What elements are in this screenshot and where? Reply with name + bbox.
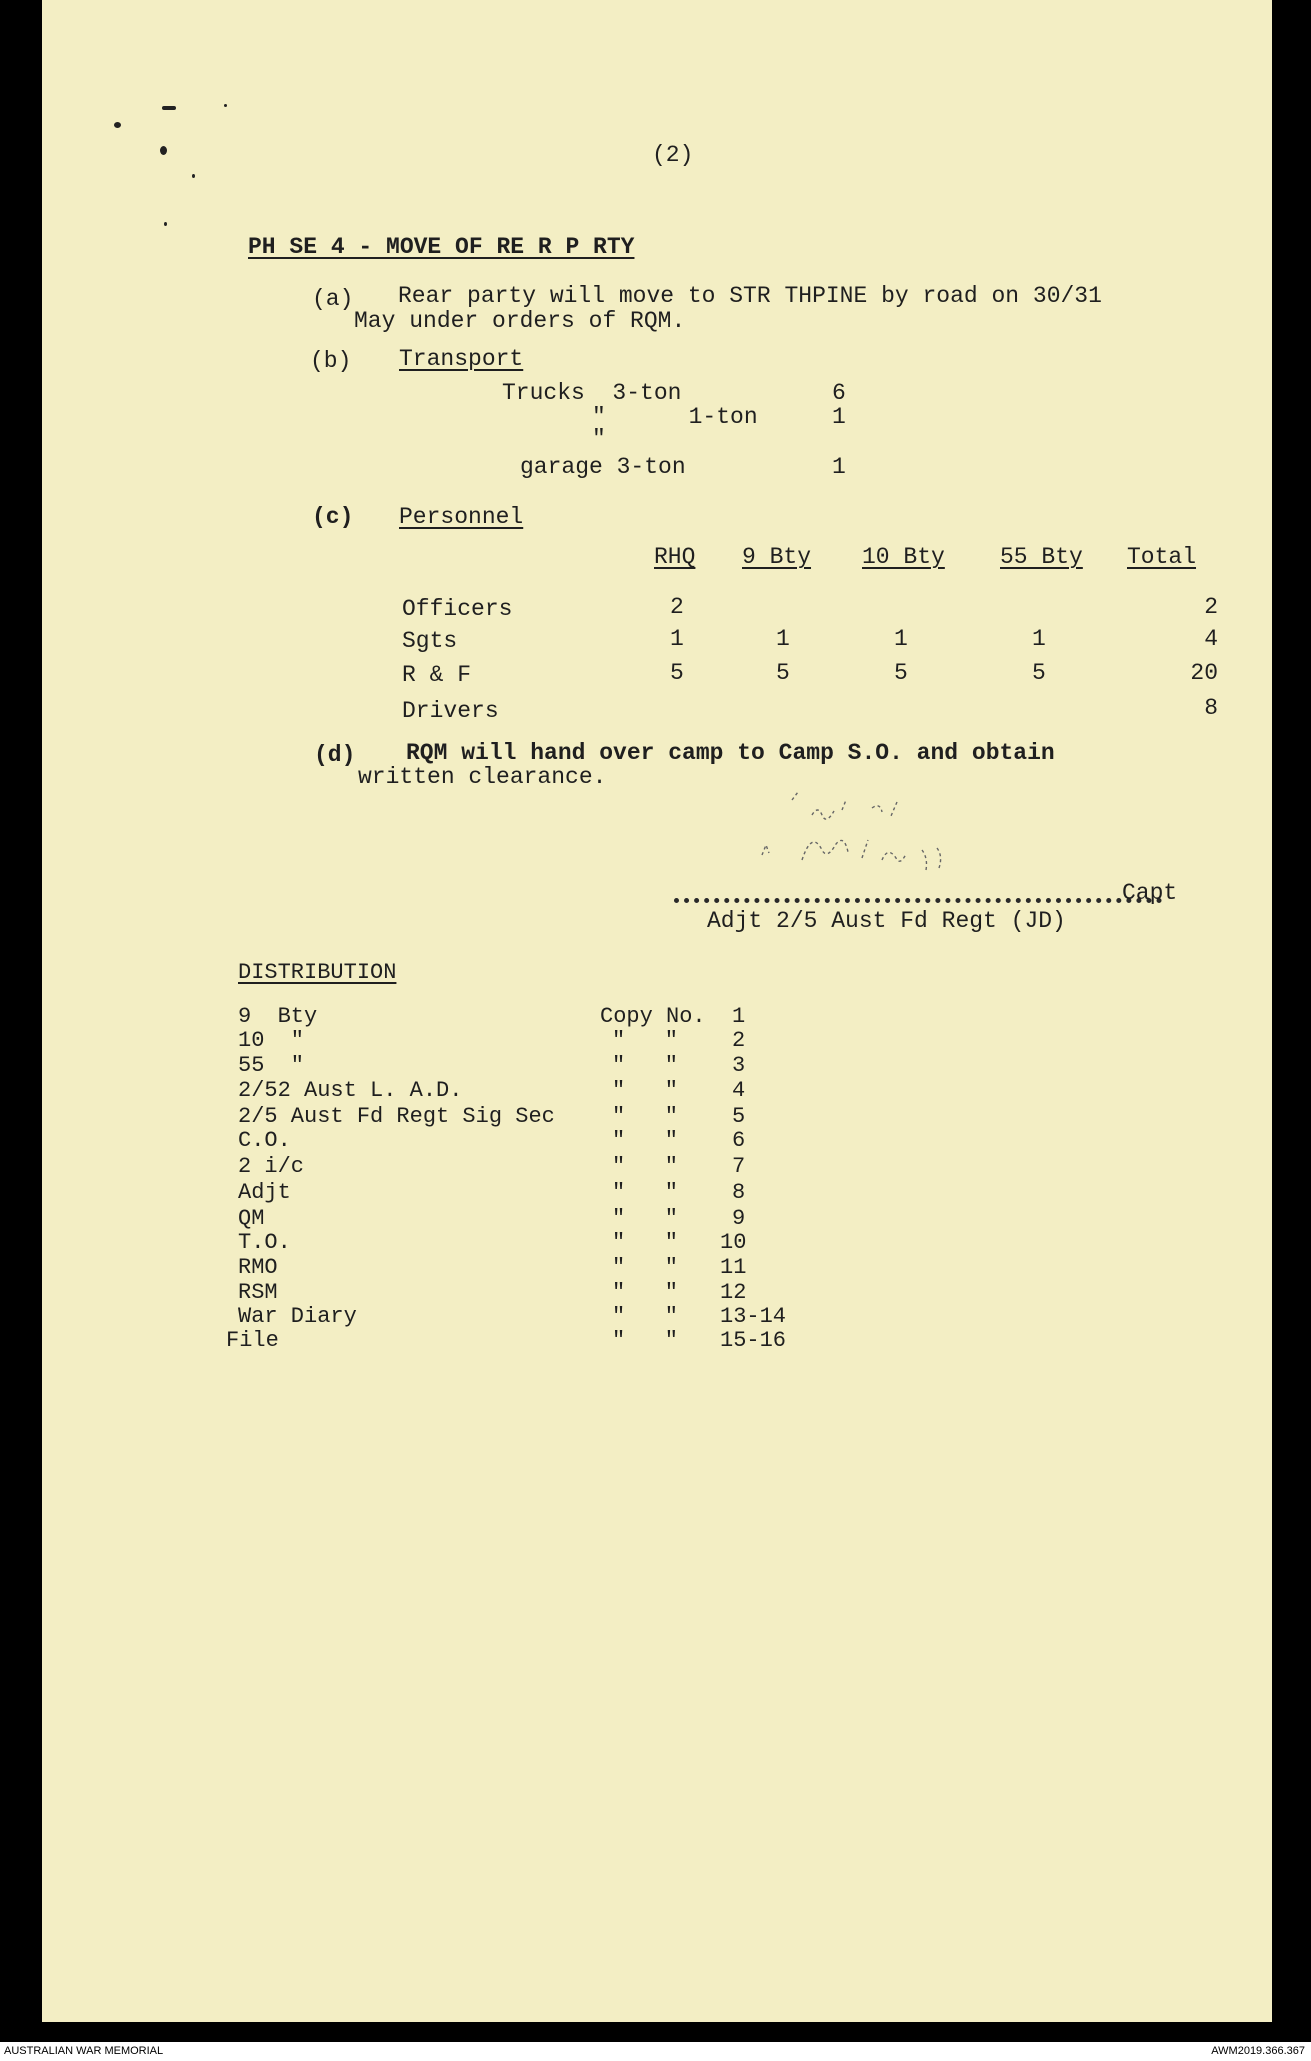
personnel-row-name: R & F: [402, 662, 472, 688]
personnel-cell: 1: [894, 626, 908, 652]
para-a-line1: Rear party will move to STR THPINE by road on 30/31: [398, 283, 1102, 309]
distribution-recipient: War Diary: [238, 1304, 357, 1329]
distribution-recipient: File: [226, 1328, 279, 1353]
para-c-label: (c): [312, 504, 354, 530]
archive-footer: [0, 2042, 1311, 2061]
paper-speck: [224, 104, 227, 107]
personnel-cell: 4: [1204, 626, 1218, 652]
distribution-ditto: " ": [612, 1154, 679, 1179]
distribution-ditto: " ": [612, 1230, 679, 1255]
personnel-header: 10 Bty: [862, 544, 945, 570]
distribution-copy-no: 9: [732, 1206, 746, 1231]
personnel-cell: 2: [1204, 594, 1218, 620]
distribution-ditto: " ": [612, 1328, 679, 1353]
personnel-title: Personnel: [399, 504, 524, 530]
distribution-copy-no: 2: [732, 1028, 746, 1053]
distribution-recipient: Adjt: [238, 1180, 291, 1205]
distribution-copy-no: 12: [720, 1280, 747, 1305]
distribution-recipient: 9 Bty: [238, 1004, 318, 1029]
footer-institution: AUSTRALIAN WAR MEMORIAL: [4, 2045, 164, 2057]
paper-speck: [164, 222, 167, 226]
personnel-header: RHQ: [654, 544, 696, 570]
distribution-ditto: Copy No.: [600, 1004, 706, 1029]
para-d-line2: written clearance.: [358, 764, 607, 790]
distribution-recipient: C.O.: [238, 1128, 291, 1153]
personnel-row-name: Officers: [402, 596, 513, 622]
personnel-cell: 1: [776, 626, 790, 652]
handwritten-signature: [722, 780, 1022, 890]
transport-qty: 1: [832, 454, 846, 480]
paper-speck: [162, 106, 176, 110]
paper-speck: [114, 122, 121, 128]
transport-qty: 6: [832, 380, 846, 406]
distribution-ditto: " ": [612, 1180, 679, 1205]
distribution-recipient: 10 ": [238, 1028, 305, 1053]
distribution-copy-no: 4: [732, 1078, 746, 1103]
distribution-copy-no: 15-16: [720, 1328, 787, 1353]
distribution-recipient: 2/52 Aust L. A.D.: [238, 1078, 463, 1103]
transport-item: " 1-ton: [592, 404, 758, 430]
signature-appointment: Adjt 2/5 Aust Fd Regt (JD): [707, 908, 1066, 934]
personnel-cell: 5: [670, 660, 684, 686]
phase-heading: PH SE 4 - MOVE OF RE R P RTY: [248, 234, 635, 260]
footer-accession-number: AWM2019.366.367: [1211, 2045, 1305, 2057]
distribution-copy-no: 11: [720, 1255, 747, 1280]
personnel-header: 9 Bty: [742, 544, 812, 570]
distribution-copy-no: 8: [732, 1180, 746, 1205]
distribution-ditto: " ": [612, 1255, 679, 1280]
personnel-cell: 20: [1190, 660, 1218, 686]
personnel-header: 55 Bty: [1000, 544, 1083, 570]
document-page: [42, 0, 1272, 2022]
distribution-copy-no: 5: [732, 1104, 746, 1129]
distribution-ditto: " ": [612, 1128, 679, 1153]
personnel-cell: 5: [894, 660, 908, 686]
personnel-cell: 5: [1032, 660, 1046, 686]
para-b-label: (b): [310, 348, 352, 374]
page-number: (2): [652, 142, 694, 168]
transport-item: ": [592, 426, 606, 452]
distribution-recipient: QM: [238, 1206, 265, 1231]
distribution-recipient: RMO: [238, 1255, 278, 1280]
transport-qty: 1: [832, 404, 846, 430]
personnel-cell: 8: [1204, 695, 1218, 721]
distribution-copy-no: 6: [732, 1128, 746, 1153]
personnel-cell: 1: [1032, 626, 1046, 652]
para-a-line2: May under orders of RQM.: [354, 308, 686, 334]
signature-dotted-line: [674, 898, 1162, 903]
distribution-ditto: " ": [612, 1053, 679, 1078]
distribution-copy-no: 3: [732, 1053, 746, 1078]
personnel-cell: 1: [670, 626, 684, 652]
personnel-cell: 5: [776, 660, 790, 686]
paper-speck: [160, 146, 167, 155]
distribution-copy-no: 1: [732, 1004, 746, 1029]
distribution-ditto: " ": [612, 1078, 679, 1103]
distribution-recipient: 2 i/c: [238, 1154, 305, 1179]
para-d-line1: RQM will hand over camp to Camp S.O. and obtain: [406, 740, 1055, 766]
distribution-recipient: T.O.: [238, 1230, 291, 1255]
distribution-copy-no: 10: [720, 1230, 747, 1255]
distribution-recipient: 2/5 Aust Fd Regt Sig Sec: [238, 1104, 555, 1129]
distribution-ditto: " ": [612, 1206, 679, 1231]
transport-item: Trucks 3-ton: [502, 380, 682, 406]
distribution-ditto: " ": [612, 1304, 679, 1329]
distribution-copy-no: 13-14: [720, 1304, 787, 1329]
distribution-ditto: " ": [612, 1104, 679, 1129]
personnel-header: Total: [1127, 544, 1197, 570]
distribution-title: DISTRIBUTION: [238, 960, 397, 985]
distribution-ditto: " ": [612, 1028, 679, 1053]
personnel-row-name: Sgts: [402, 628, 458, 654]
personnel-row-name: Drivers: [402, 698, 499, 724]
distribution-copy-no: 7: [732, 1154, 746, 1179]
para-a-label: (a): [312, 286, 354, 312]
distribution-recipient: RSM: [238, 1280, 278, 1305]
distribution-ditto: " ": [612, 1280, 679, 1305]
transport-title: Transport: [399, 346, 524, 372]
signature-rank: Capt: [1122, 880, 1178, 906]
transport-item: garage 3-ton: [520, 454, 686, 480]
distribution-recipient: 55 ": [238, 1053, 305, 1078]
personnel-cell: 2: [670, 594, 684, 620]
para-d-label: (d): [314, 742, 356, 768]
paper-speck: [192, 174, 195, 178]
